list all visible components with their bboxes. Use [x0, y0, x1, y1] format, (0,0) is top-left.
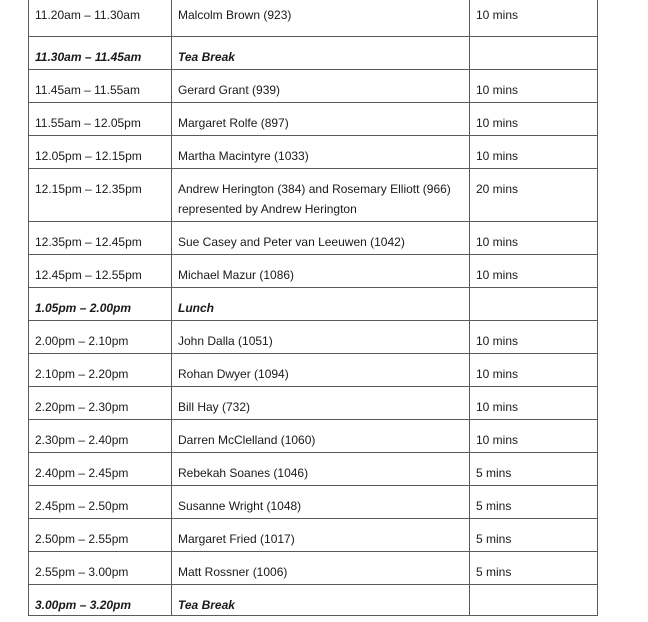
table-row — [29, 102, 598, 135]
duration-cell: 10 mins — [470, 320, 598, 353]
table-row-break — [29, 36, 598, 69]
table-row-break — [29, 584, 598, 615]
duration-cell: 10 mins — [470, 102, 598, 135]
speaker-cell: Martha Macintyre (1033) — [172, 135, 470, 168]
time-cell: 2.30pm – 2.40pm — [29, 419, 172, 452]
table-row — [29, 353, 598, 386]
time-cell: 11.45am – 11.55am — [29, 69, 172, 102]
time-cell: 1.05pm – 2.00pm — [29, 287, 172, 320]
table-row — [29, 419, 598, 452]
duration-cell — [470, 287, 598, 320]
time-cell: 12.45pm – 12.55pm — [29, 254, 172, 287]
speaker-cell: Susanne Wright (1048) — [172, 485, 470, 518]
table-row — [29, 320, 598, 353]
table-row — [29, 135, 598, 168]
speaker-cell: Rebekah Soanes (1046) — [172, 452, 470, 485]
speaker-cell: Andrew Herington (384) and Rosemary Elliott (966) represented by Andrew Herington — [172, 168, 470, 221]
time-cell: 12.35pm – 12.45pm — [29, 221, 172, 254]
break-label-cell: Tea Break — [172, 584, 470, 615]
speaker-cell: Bill Hay (732) — [172, 386, 470, 419]
duration-cell: 5 mins — [470, 452, 598, 485]
speaker-cell: John Dalla (1051) — [172, 320, 470, 353]
duration-cell: 10 mins — [470, 386, 598, 419]
duration-cell: 10 mins — [470, 419, 598, 452]
time-cell: 12.15pm – 12.35pm — [29, 168, 172, 221]
duration-cell: 10 mins — [470, 69, 598, 102]
time-cell: 2.45pm – 2.50pm — [29, 485, 172, 518]
time-cell: 2.10pm – 2.20pm — [29, 353, 172, 386]
time-cell: 2.55pm – 3.00pm — [29, 551, 172, 584]
duration-cell: 5 mins — [470, 551, 598, 584]
schedule-table — [28, 0, 598, 616]
table-row — [29, 69, 598, 102]
duration-cell — [470, 584, 598, 615]
duration-cell: 10 mins — [470, 135, 598, 168]
table-row — [29, 168, 598, 221]
table-row — [29, 0, 598, 36]
time-cell: 2.00pm – 2.10pm — [29, 320, 172, 353]
table-row — [29, 452, 598, 485]
speaker-cell: Malcolm Brown (923) — [172, 0, 470, 36]
time-cell: 3.00pm – 3.20pm — [29, 584, 172, 615]
time-cell: 11.30am – 11.45am — [29, 36, 172, 69]
time-cell: 2.40pm – 2.45pm — [29, 452, 172, 485]
speaker-cell: Matt Rossner (1006) — [172, 551, 470, 584]
speaker-cell: Gerard Grant (939) — [172, 69, 470, 102]
duration-cell: 5 mins — [470, 485, 598, 518]
table-row-break — [29, 287, 598, 320]
duration-cell: 10 mins — [470, 353, 598, 386]
table-row — [29, 254, 598, 287]
duration-cell: 5 mins — [470, 518, 598, 551]
duration-cell: 10 mins — [470, 0, 598, 36]
break-label-cell: Lunch — [172, 287, 470, 320]
speaker-cell: Darren McClelland (1060) — [172, 419, 470, 452]
time-cell: 2.50pm – 2.55pm — [29, 518, 172, 551]
time-cell: 2.20pm – 2.30pm — [29, 386, 172, 419]
duration-cell — [470, 36, 598, 69]
break-label-cell: Tea Break — [172, 36, 470, 69]
table-row — [29, 221, 598, 254]
time-cell: 12.05pm – 12.15pm — [29, 135, 172, 168]
speaker-cell: Sue Casey and Peter van Leeuwen (1042) — [172, 221, 470, 254]
speaker-cell: Rohan Dwyer (1094) — [172, 353, 470, 386]
time-cell: 11.55am – 12.05pm — [29, 102, 172, 135]
table-row — [29, 518, 598, 551]
duration-cell: 20 mins — [470, 168, 598, 221]
duration-cell: 10 mins — [470, 254, 598, 287]
speaker-cell: Margaret Rolfe (897) — [172, 102, 470, 135]
table-row — [29, 551, 598, 584]
table-row — [29, 386, 598, 419]
duration-cell: 10 mins — [470, 221, 598, 254]
table-row — [29, 485, 598, 518]
speaker-cell: Margaret Fried (1017) — [172, 518, 470, 551]
speaker-cell: Michael Mazur (1086) — [172, 254, 470, 287]
time-cell: 11.20am – 11.30am — [29, 0, 172, 36]
